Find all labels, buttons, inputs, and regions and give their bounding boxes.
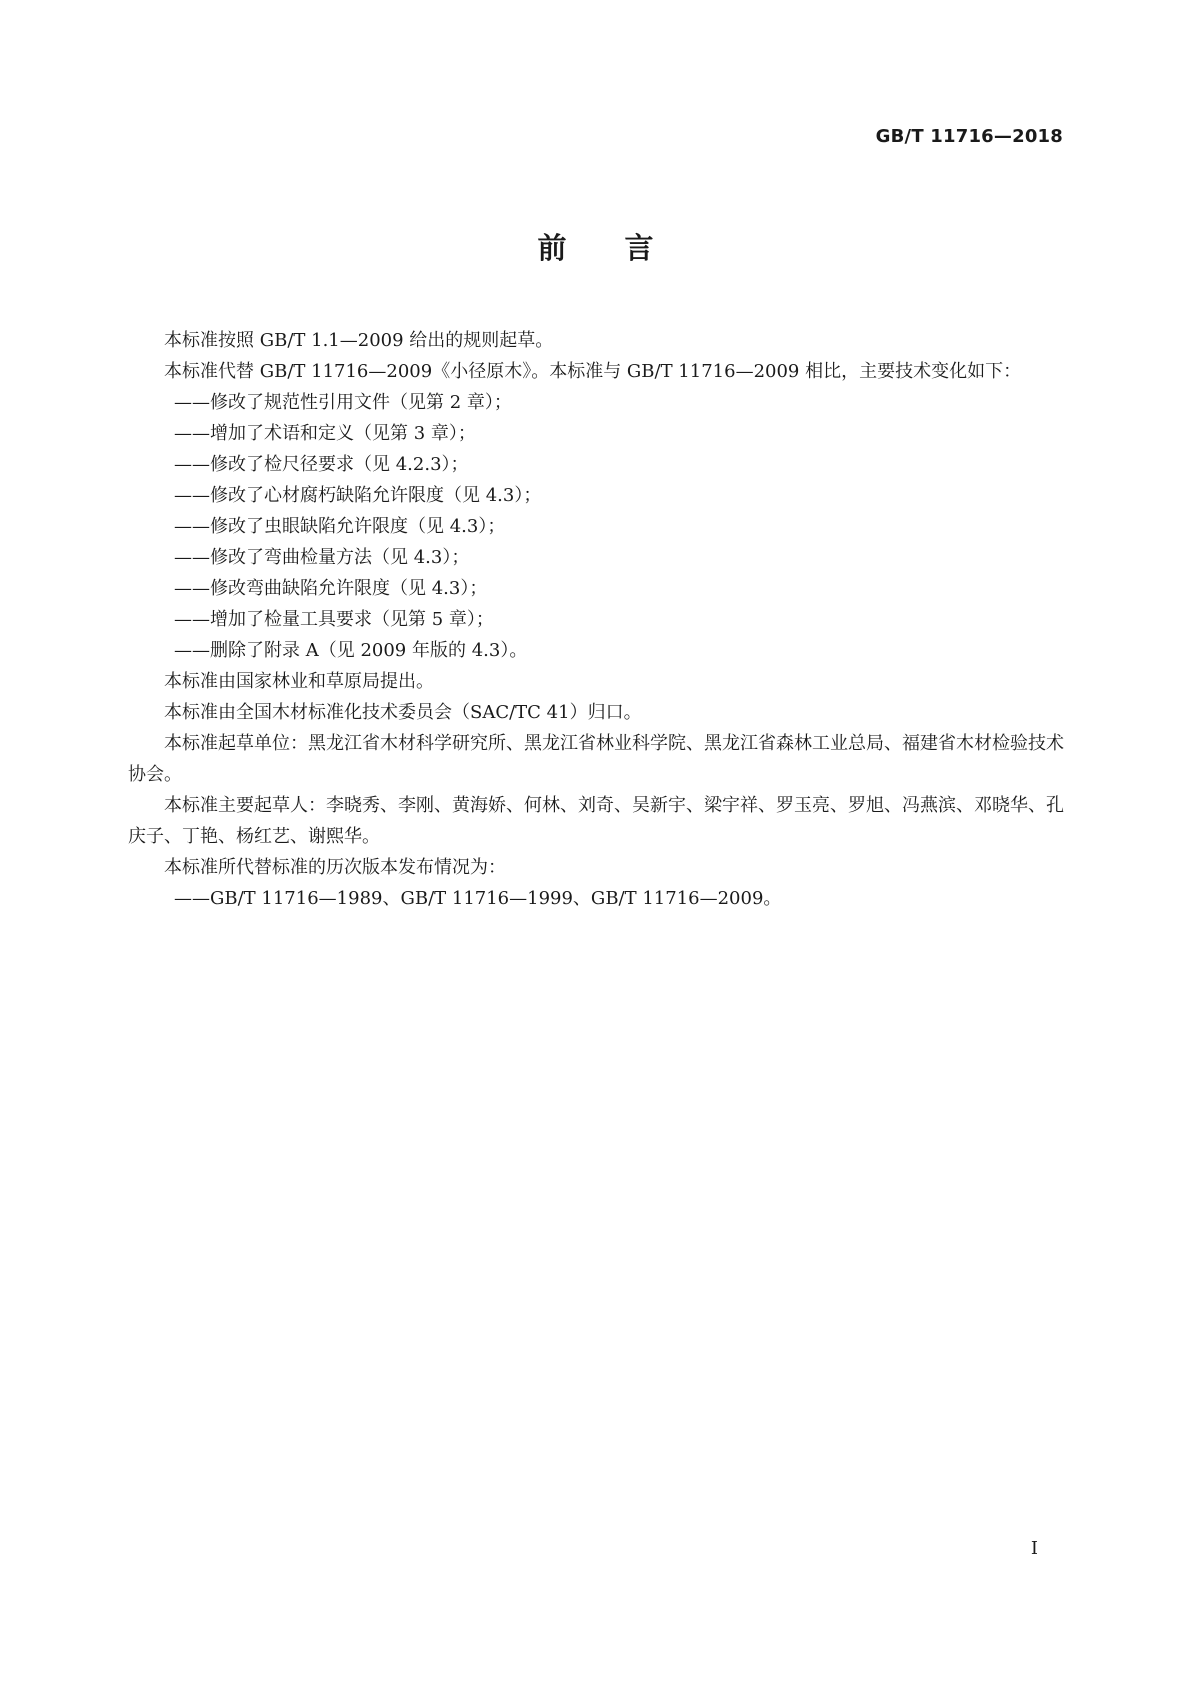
list-item: ——修改了虫眼缺陷允许限度（见 4.3）； [174,516,506,537]
list-item: ——增加了检量工具要求（见第 5 章）； [174,609,494,630]
list-item: ——修改了检尺径要求（见 4.2.3）； [174,454,469,475]
list-item: ——增加了术语和定义（见第 3 章）； [174,423,476,444]
paragraph: 本标准按照 GB/T 1.1—2009 给出的规则起草。 [164,330,554,351]
paragraph: 本标准由全国木材标准化技术委员会（SAC/TC 41）归口。 [164,702,642,723]
paragraph: 本标准主要起草人：李晓秀、李刚、黄海娇、何林、刘奇、吴新宇、梁宇祥、罗玉亮、罗旭、冯燕滨、邓晓华、孔庆子、丁艳、杨红艺、谢熙华。 [128,795,1064,847]
standard-code: GB/T 11716—2018 [875,126,1063,147]
paragraph: 本标准起草单位：黑龙江省木材科学研究所、黑龙江省林业科学院、黑龙江省森林工业总局、福建省木材检验技术协会。 [128,733,1064,785]
list-item: ——修改了规范性引用文件（见第 2 章）； [174,392,512,413]
paragraph: 本标准所代替标准的历次版本发布情况为： [164,857,506,878]
paragraph: 本标准由国家林业和草原局提出。 [164,671,434,692]
foreword-body [128,325,1064,914]
list-item: ——GB/T 11716—1989、GB/T 11716—1999、GB/T 11716—2009。 [174,888,782,909]
paragraph: 本标准代替 GB/T 11716—2009《小径原木》。本标准与 GB/T 11716—2009 相比，主要技术变化如下： [164,361,1022,382]
list-item: ——修改弯曲缺陷允许限度（见 4.3）； [174,578,488,599]
list-item: ——修改了心材腐朽缺陷允许限度（见 4.3）； [174,485,542,506]
list-item: ——删除了附录 A（见 2009 年版的 4.3）。 [174,640,528,661]
list-item: ——修改了弯曲检量方法（见 4.3）； [174,547,470,568]
page-title: 前言 [537,231,712,265]
page-number: I [1030,1538,1038,1559]
